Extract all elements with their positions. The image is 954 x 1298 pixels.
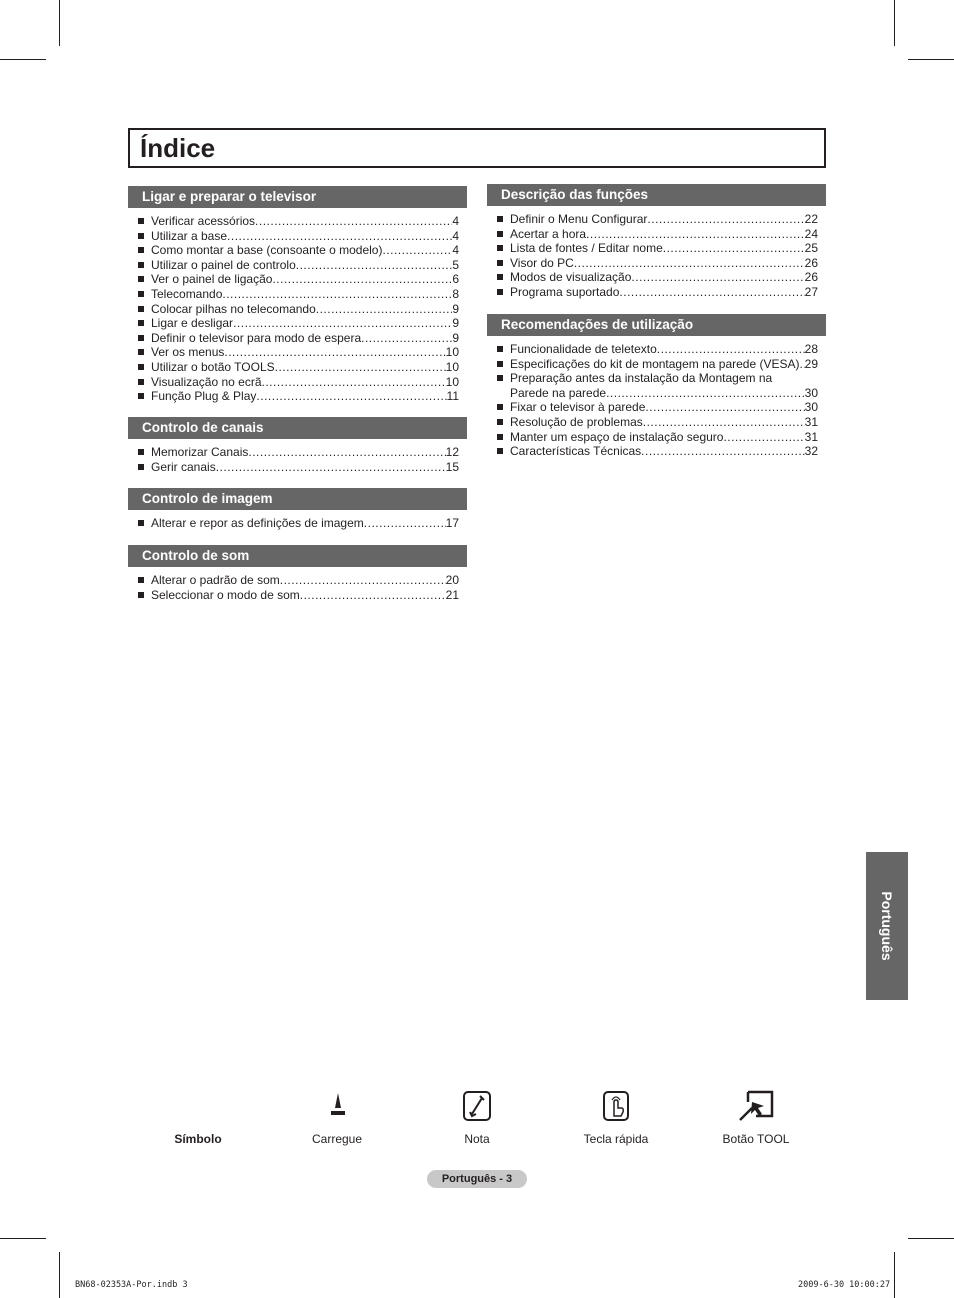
section-funcoes <box>487 184 826 300</box>
toc-item[interactable]: Definir o Menu Configurar ..... 22 <box>487 212 826 227</box>
toc-item[interactable]: Modos de visualização ..... 26 <box>487 270 826 285</box>
one-touch-icon <box>602 1090 630 1122</box>
language-tab <box>866 852 908 1000</box>
press-icon <box>329 1091 347 1117</box>
toc-item[interactable]: Como montar a base (consoante o modelo) ..... 4 <box>128 243 467 258</box>
toc-list <box>128 573 467 602</box>
toc-item[interactable]: Utilizar o painel de controlo ..... 5 <box>128 258 467 273</box>
toc-item[interactable]: Visualização no ecrã ..... 10 <box>128 375 467 390</box>
footer-file: BN68-02353A-Por.indb 3 <box>75 1280 188 1290</box>
toc-item[interactable]: Verificar acessórios ..... 4 <box>128 214 467 229</box>
section-header: Ligar e preparar o televisor <box>128 186 467 208</box>
symbol-tool: Botão TOOL <box>722 1132 790 1146</box>
page-title: Índice <box>140 133 216 163</box>
tools-button-icon <box>738 1090 774 1122</box>
toc-item[interactable]: Telecomando ..... 8 <box>128 287 467 302</box>
crop-mark <box>59 1252 60 1298</box>
section-recomendacoes <box>487 314 826 459</box>
symbol-tecla: Tecla rápida <box>583 1132 649 1146</box>
crop-mark <box>908 59 954 60</box>
toc-list <box>128 445 467 474</box>
toc-item[interactable]: Alterar e repor as definições de imagem ..... 17 <box>128 516 467 531</box>
toc-item[interactable]: Gerir canais ..... 15 <box>128 460 467 475</box>
toc-item[interactable]: Colocar pilhas no telecomando ..... 9 <box>128 302 467 317</box>
toc-item[interactable]: Programa suportado ..... 27 <box>487 285 826 300</box>
toc-list <box>487 342 826 459</box>
symbol-nota: Nota <box>464 1132 490 1146</box>
toc-item[interactable]: Ligar e desligar ..... 9 <box>128 316 467 331</box>
language-tab-label: Português <box>879 891 895 961</box>
toc-item[interactable]: Especificações do kit de montagem na parede (VESA) ..... 29 <box>487 357 826 372</box>
toc-item[interactable]: Memorizar Canais ..... 12 <box>128 445 467 460</box>
toc-item[interactable]: Seleccionar o modo de som ..... 21 <box>128 588 467 603</box>
section-header: Controlo de som <box>128 545 467 567</box>
crop-mark <box>0 59 46 60</box>
toc-item[interactable]: Utilizar o botão TOOLS ..... 10 <box>128 360 467 375</box>
toc-item[interactable]: Lista de fontes / Editar nome ..... 25 <box>487 241 826 256</box>
section-imagem <box>128 488 467 531</box>
toc-item[interactable]: Funcionalidade de teletexto ..... 28 <box>487 342 826 357</box>
toc-item[interactable]: Ver o painel de ligação ..... 6 <box>128 272 467 287</box>
toc-list <box>128 516 467 531</box>
toc-item[interactable]: Resolução de problemas ..... 31 <box>487 415 826 430</box>
toc-item-continuation[interactable]: Parede na parede ..... 30 <box>487 386 826 401</box>
toc-item[interactable]: Utilizar a base ..... 4 <box>128 229 467 244</box>
toc-item[interactable]: Fixar o televisor à parede ..... 30 <box>487 400 826 415</box>
toc-list <box>128 214 467 404</box>
symbol-carregue: Carregue <box>311 1132 363 1146</box>
toc-item[interactable]: Alterar o padrão de som ..... 20 <box>128 573 467 588</box>
toc-item[interactable]: Preparação antes da instalação da Montagem na <box>487 371 826 386</box>
crop-mark <box>59 0 60 46</box>
section-ligar <box>128 186 467 404</box>
note-icon <box>462 1090 492 1122</box>
toc-item[interactable]: Manter um espaço de instalação seguro ..... 31 <box>487 430 826 445</box>
toc-item[interactable]: Definir o televisor para modo de espera ..... 9 <box>128 331 467 346</box>
section-header: Controlo de imagem <box>128 488 467 510</box>
toc-list <box>487 212 826 300</box>
section-header: Controlo de canais <box>128 417 467 439</box>
crop-mark <box>894 1252 895 1298</box>
page-number: Português - 3 <box>427 1170 527 1188</box>
toc-item[interactable]: Acertar a hora ..... 24 <box>487 227 826 242</box>
symbol-label: Símbolo <box>174 1132 222 1146</box>
crop-mark <box>908 1238 954 1239</box>
toc-item[interactable]: Função Plug & Play ..... 11 <box>128 389 467 404</box>
section-som <box>128 545 467 602</box>
crop-mark <box>0 1238 46 1239</box>
section-header: Recomendações de utilização <box>487 314 826 336</box>
toc-item[interactable]: Visor do PC ..... 26 <box>487 256 826 271</box>
section-header: Descrição das funções <box>487 184 826 206</box>
section-canais <box>128 417 467 474</box>
title-box <box>128 128 826 168</box>
toc-item[interactable]: Características Técnicas ..... 32 <box>487 444 826 459</box>
footer-date: 2009-6-30 10:00:27 <box>798 1280 891 1290</box>
crop-mark <box>894 0 895 46</box>
toc-item[interactable]: Ver os menus ..... 10 <box>128 345 467 360</box>
